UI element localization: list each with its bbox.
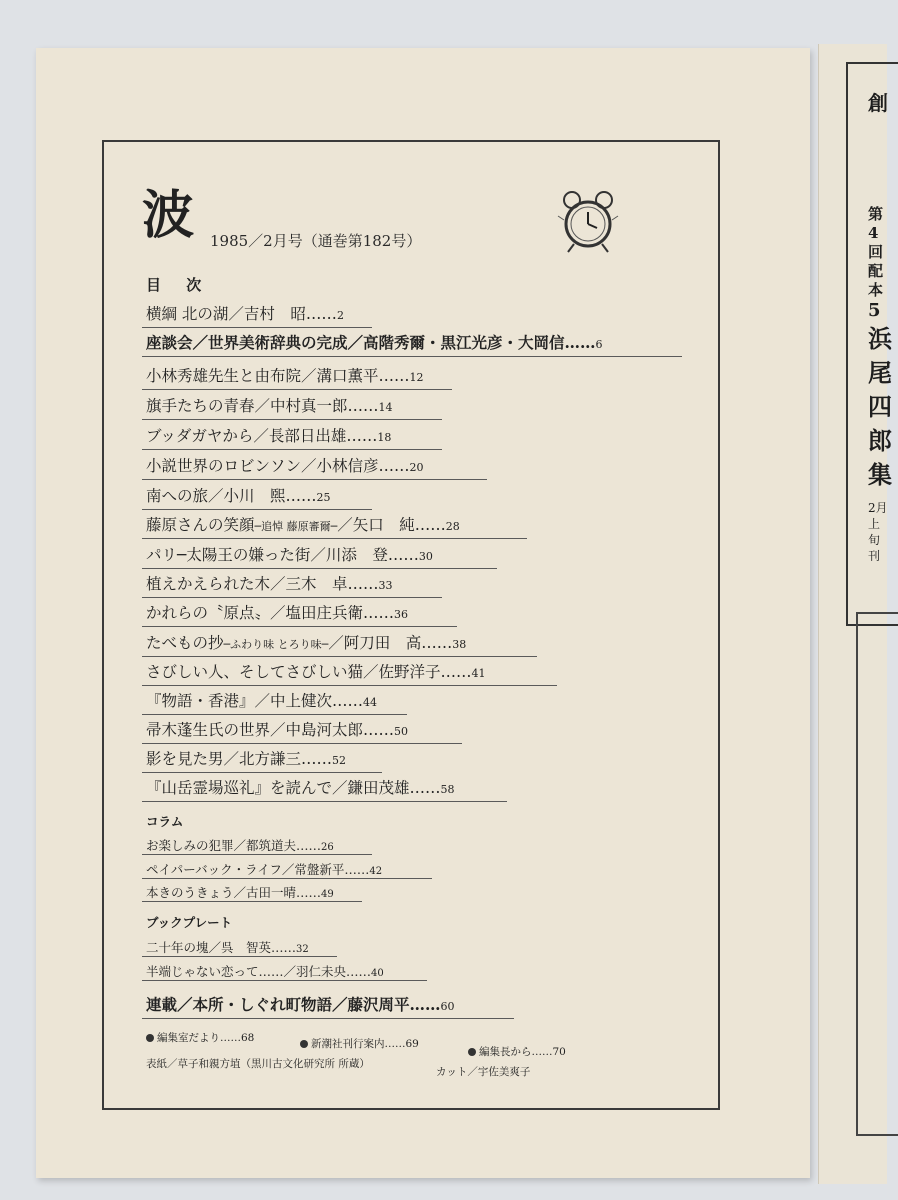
entry-rule [142,956,337,957]
issue-info: 1985／2月号（通巻第182号） [210,232,422,250]
toc-heading: 目 次 [146,276,212,294]
footer-cover: 表紙／草子和親方埴（黒川古文化研究所 所蔵） [146,1058,370,1070]
entry-rule [142,743,462,744]
adjacent-page-top-char: 創 [868,91,888,115]
entry-rule [142,656,537,657]
footer-guide: 新潮社刊行案内……69 [300,1036,419,1051]
magazine-title: 波 [142,185,195,246]
toc-entry: 『物語・香港』／中上健次……44 [146,692,378,710]
entry-rule [142,854,372,855]
adjacent-page-box-lower [856,612,898,1136]
adjacent-page-note: 2月上旬刊 [868,501,888,563]
column-heading: コラム [146,814,184,829]
entry-rule [142,1018,514,1019]
toc-entry: 横綱 北の湖／吉村 昭……2 [146,305,344,323]
entry-rule [142,538,527,539]
alarm-clock-illustration [550,186,630,256]
entry-rule [142,714,407,715]
footer-editorial: 編集室だより……68 [146,1030,254,1045]
entry-rule [142,685,557,686]
bullet-icon [468,1048,476,1056]
entry-rule [142,772,382,773]
entry-rule [142,389,452,390]
entry-rule [142,479,487,480]
entry-rule [142,419,442,420]
toc-entry: 藤原さんの笑顔─追悼 藤原審爾─／矢口 純……28 [146,516,460,534]
toc-entry: 小説世界のロビンソン／小林信彦……20 [146,457,424,475]
entry-rule [142,597,442,598]
entry-rule [142,449,442,450]
entry-rule [142,801,507,802]
bullet-icon [146,1034,154,1042]
entry-rule [142,878,432,879]
footer-cut: カット／宇佐美爽子 [436,1066,531,1078]
entry-rule [142,626,457,627]
entry-rule [142,356,682,357]
toc-entry: さびしい人、そしてさびしい猫／佐野洋子……41 [146,663,486,681]
toc-entry: 『山岳霊場巡礼』を読んで／鎌田茂雄……58 [146,779,455,797]
column-entry: ペイパーバック・ライフ／常盤新平……42 [146,862,383,877]
toc-entry: 帚木蓬生氏の世界／中島河太郎……50 [146,721,409,739]
adjacent-page-title: 浜尾四郎集 [868,324,892,489]
toc-entry: かれらの〝原点〟／塩田庄兵衛……36 [146,604,409,622]
footer-chief: 編集長から……70 [468,1044,566,1059]
bullet-icon [300,1040,308,1048]
entry-rule [142,980,427,981]
toc-entry: 座談会／世界美術辞典の完成／高階秀爾・黒江光彦・大岡信……6 [146,333,603,352]
bookplate-heading: ブックプレート [146,915,233,930]
adjacent-page-vertical-text: 第4回配本 [868,205,884,299]
entry-rule [142,901,362,902]
bookplate-entry: 二十年の塊／呉 智英……32 [146,940,309,955]
bookplate-entry: 半端じゃない恋って……／羽仁未央……40 [146,964,384,979]
toc-entry: たべもの抄─ふわり味 とろり味─／阿刀田 高……38 [146,634,467,652]
toc-entry: 植えかえられた木／三木 卓……33 [146,575,393,593]
adjacent-page-number-box: 5 [868,300,881,321]
serial-entry: 連載／本所・しぐれ町物語／藤沢周平……60 [146,995,455,1014]
column-entry: お楽しみの犯罪／都筑道夫……26 [146,838,334,853]
entry-rule [142,568,497,569]
entry-rule [142,509,372,510]
toc-entry: 旗手たちの青春／中村真一郎……14 [146,397,393,415]
toc-entry: 影を見た男／北方謙三……52 [146,750,347,768]
toc-entry: ブッダガヤから／長部日出雄……18 [146,427,392,445]
column-entry: 本きのうきょう／古田一晴……49 [146,885,334,900]
toc-entry: 南への旅／小川 煕……25 [146,487,331,505]
entry-rule [142,327,372,328]
toc-entry: 小林秀雄先生と由布院／溝口薫平……12 [146,367,424,385]
toc-entry: パリ─太陽王の嫌った街／川添 登……30 [146,546,433,564]
